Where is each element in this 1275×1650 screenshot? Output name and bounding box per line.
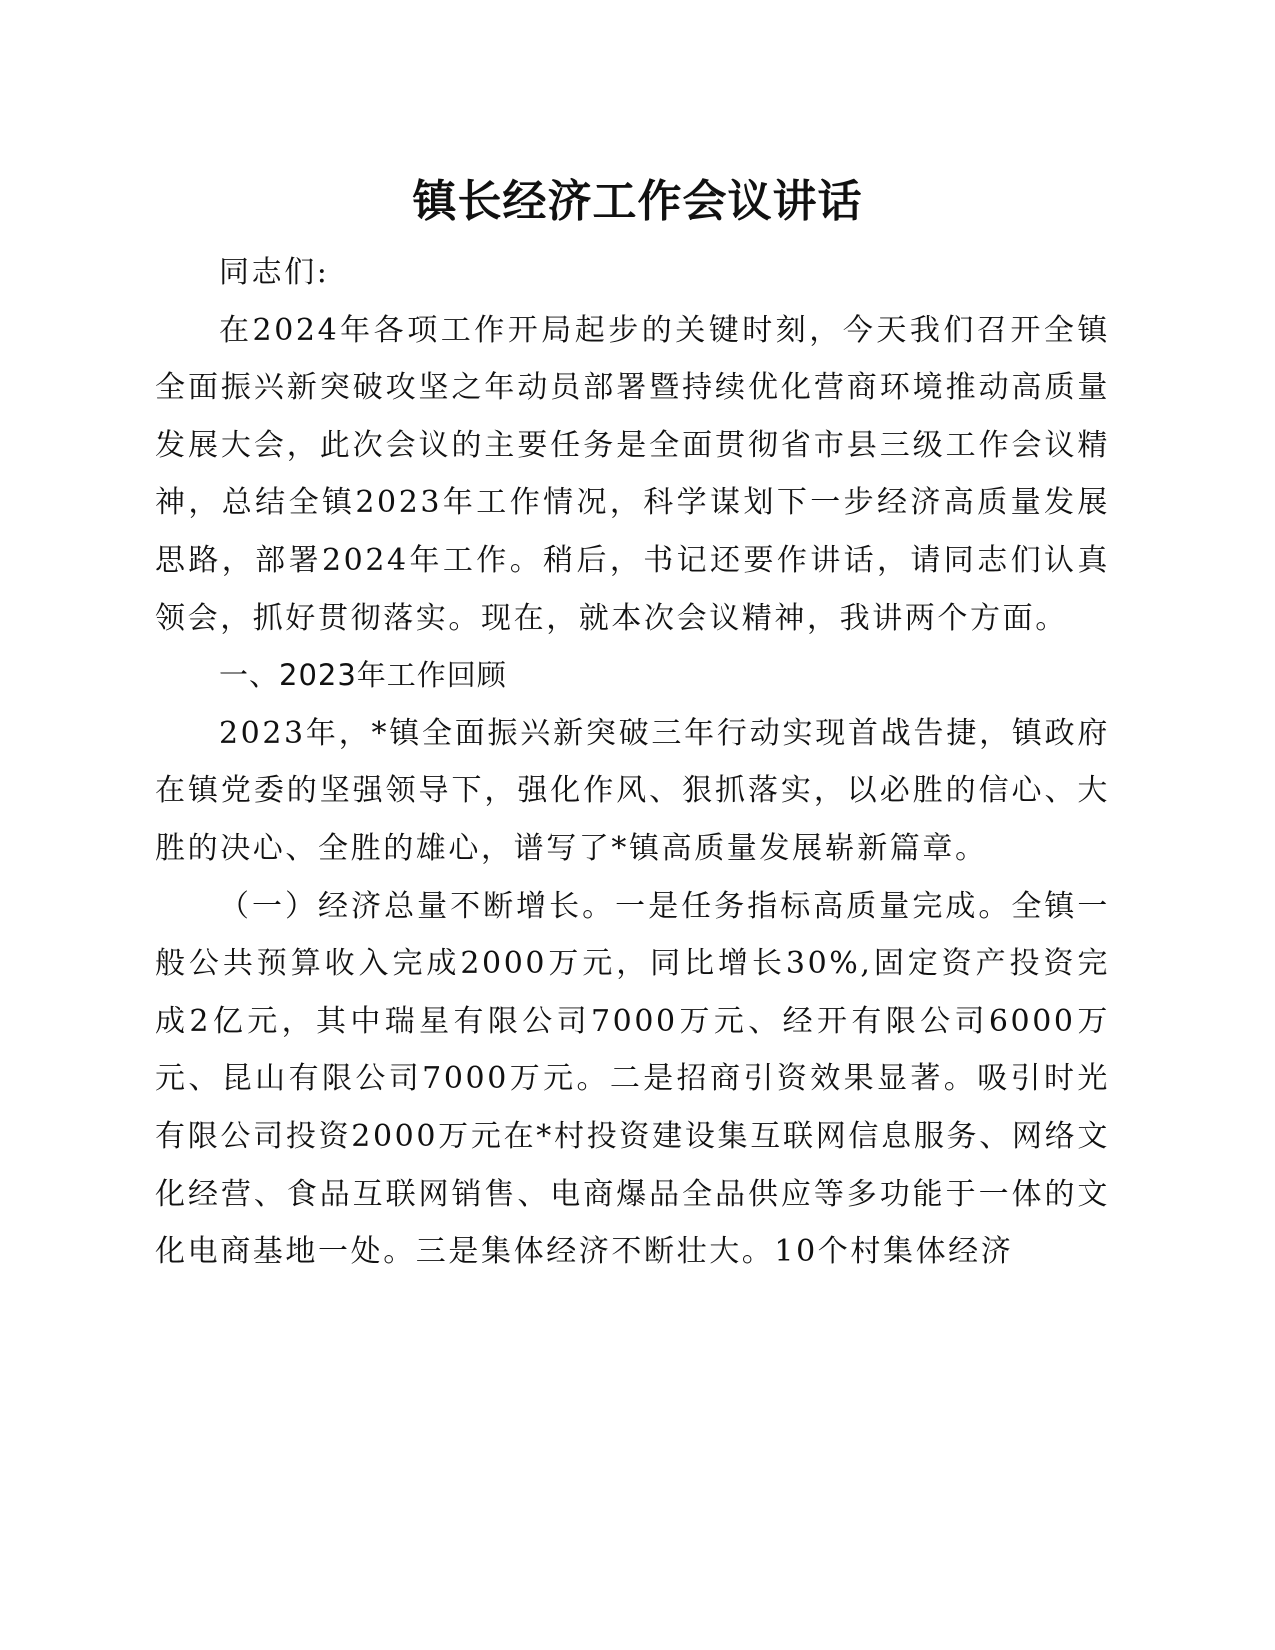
salutation: 同志们:: [219, 255, 330, 290]
section-intro-paragraph: 2023年，*镇全面振兴新突破三年行动实现首战告捷，镇政府在镇党委的坚强领导下，强化作风、狠抓落实，以必胜的信心、大胜的决心、全胜的雄心，谱写了*镇高质量发展崭新篇章。: [155, 715, 1110, 866]
document-body: [155, 244, 1110, 1281]
section-heading: 一、2023年工作回顾: [219, 658, 507, 693]
intro-paragraph: 在2024年各项工作开局起步的关键时刻，今天我们召开全镇全面振兴新突破攻坚之年动员部署暨持续优化营商环境推动高质量发展大会，此次会议的主要任务是全面贯彻省市县三级工作会议精神，总结全镇2023年工作情况，科学谋划下一步经济高质量发展思路，部署2024年工作。稍后，书记还要作讲话，请同志们认真领会，抓好贯彻落实。现在，就本次会议精神，我讲两个方面。: [155, 312, 1110, 636]
section-item-paragraph: （一）经济总量不断增长。一是任务指标高质量完成。全镇一般公共预算收入完成2000万元，同比增长30%,固定资产投资完成2亿元，其中瑞星有限公司7000万元、经开有限公司6000万元、昆山有限公司7000万元。二是招商引资效果显著。吸引时光有限公司投资2000万元在*村投资建设集互联网信息服务、网络文化经营、食品互联网销售、电商爆品全品供应等多功能于一体的文化电商基地一处。三是集体经济不断壮大。10个村集体经济: [155, 888, 1110, 1270]
page-title: 镇长经济工作会议讲话: [412, 176, 863, 227]
